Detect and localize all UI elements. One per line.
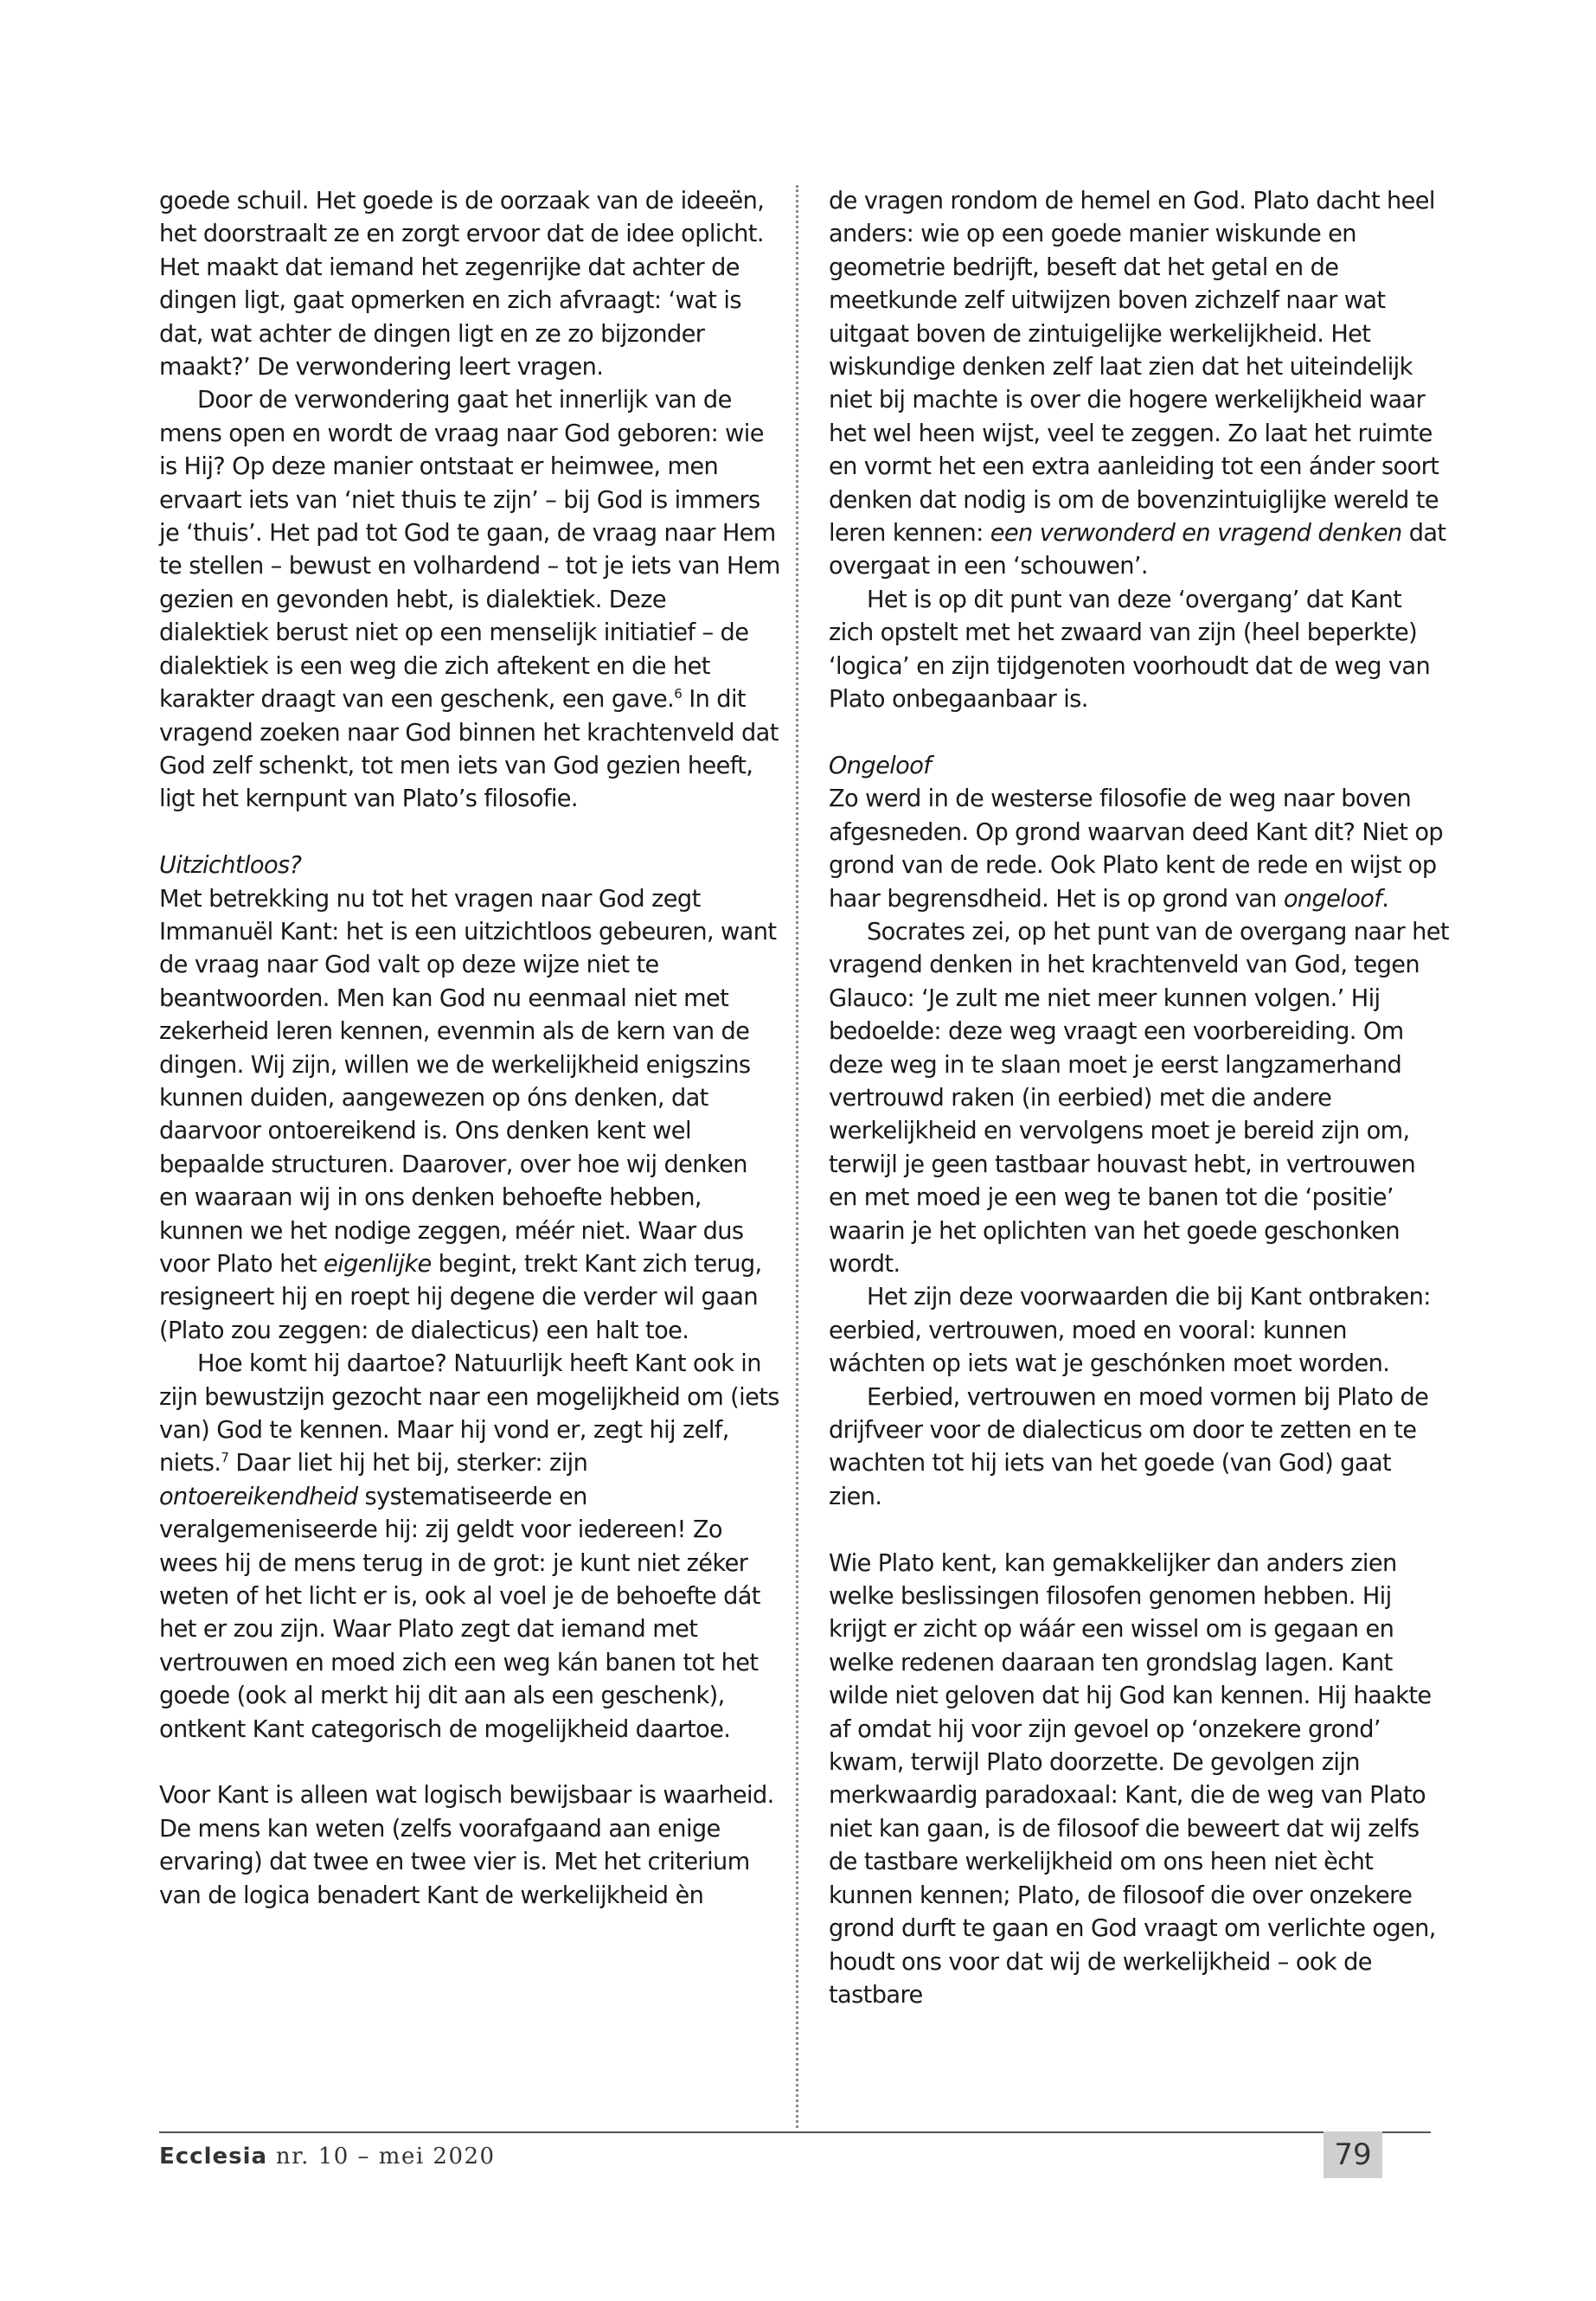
issue-info: nr. 10 – mei 2020 (267, 2144, 496, 2170)
paragraph: Socrates zei, op het punt van de overgang naar het vragend denken in het krachtenveld van God, tegen Glauco: ‘Je zult me niet meer kunnen volgen.’ Hij bedoelde: deze weg vraagt een voorbereiding. Om deze weg in te slaan moet je eerst langzamerhand vertrouwd raken (in eerbied) met die andere werkelijkheid en vervolgens moet je bereid zijn om, terwijl je geen tastbaar houvast hebt, in vertrouwen en met moed je een weg te banen tot die ‘positie’ waarin je het oplichten van het goede geschonken wordt. (829, 918, 1449, 1278)
text-run: Daar liet hij het bij, sterker: zijn (228, 1450, 588, 1477)
paragraph (159, 384, 780, 816)
text-run: dat overgaat in een ‘schouwen’. (829, 520, 1446, 580)
emphasis: ongeloof (1283, 885, 1382, 913)
section-heading: Uitzichtloos? (159, 852, 302, 880)
page-number: 79 (1324, 2131, 1382, 2178)
paragraph: goede schuil. Het goede is de oorzaak van de ideeën, het doorstraalt ze en zorgt ervoor dat de idee oplicht. Het maakt dat iemand het zegenrijke dat achter de dingen ligt, gaat opmerken en zich afvraagt: ‘wat is dat, wat achter de dingen ligt en ze zo bijzonder maakt?’ De verwondering leert vragen. (159, 188, 765, 381)
paragraph (159, 1348, 780, 1747)
text-run: systematiseerde en veralgemeniseerde hij: zij geldt voor iedereen! Zo wees hij de mens terug in de grot: je kunt niet zéker weten of het licht er is, ook al voel je de behoefte dát het er zou zijn. Waar Plato zegt dat iemand met vertrouwen en moed zich een weg kán banen tot het goede (ook al merkt hij dit aan als een geschenk), ontkent Kant categorisch de mogelijkheid daartoe. (159, 1483, 760, 1743)
right-column (829, 185, 1450, 2012)
column-divider (796, 185, 798, 2128)
paragraph: Wie Plato kent, kan gemakkelijker dan anders zien welke beslissingen filosofen genomen hebben. Hij krijgt er zicht op wáár een wissel om is gegaan en welke redenen daaraan ten grondslag lagen. Kant wilde niet geloven dat hij God kan kennen. Hij haakte af omdat hij voor zijn gevoel op ‘onzekere grond’ kwam, terwijl Plato doorzette. De gevolgen zijn merkwaardig paradoxaal: Kant, die de weg van Plato niet kan gaan, is de filosoof die beweert dat wij zelfs de tastbare werkelijkheid om ons heen niet ècht kunnen kennen; Plato, de filosoof die over onzekere grond durft te gaan en God vraagt om verlichte ogen, houdt ons voor dat wij de werkelijkheid – ook de tastbare (829, 1549, 1436, 2009)
emphasis: ontoereikendheid (159, 1483, 358, 1510)
text-run: . (1381, 885, 1389, 913)
section-heading: Ongeloof (829, 752, 932, 779)
text-run: de vragen rondom de hemel en God. Plato dacht heel anders: wie op een goede manier wiskunde en geometrie bedrijft, beseft dat het getal en de meetkunde zelf uitwijzen boven zichzelf naar wat uitgaat boven de zintuigelijke werkelijkheid. Het wiskundige denken zelf laat zien dat het uiteindelijk niet bij machte is over die hogere werkelijkheid waar het wel heen wijst, veel te zeggen. Zo laat het ruimte en vormt het een extra aanleiding tot een ánder soort denken dat nodig is om de bovenzintuiglijke wereld te leren kennen: (829, 188, 1439, 548)
text-run: Door de verwondering gaat het innerlijk van de mens open en wordt de vraag naar God geboren: wie is Hij? Op deze manier ontstaat er heimwee, men ervaart iets van ‘niet thuis te zijn’ – bij God is immers je ‘thuis’. Het pad tot God te gaan, de vraag naar Hem te stellen – bewust en volhardend – tot je iets van Hem gezien en gevonden hebt, is dialektiek. Deze dialektiek berust niet op een menselijk initiatief – de dialektiek is een weg die zich aftekent en die het karakter draagt van een geschenk, een gave. (159, 387, 780, 714)
text-run: begint, trekt Kant zich terug, resigneert hij en roept hij degene die verder wil gaan (Plato zou zeggen: de dialecticus) een halt toe. (159, 1250, 762, 1344)
paragraph: Het zijn deze voorwaarden die bij Kant ontbraken: eerbied, vertrouwen, moed en vooral: kunnen wáchten op iets wat je geschónken moet worden. (829, 1284, 1431, 1378)
paragraph: Voor Kant is alleen wat logisch bewijsbaar is waarheid. De mens kan weten (zelfs voorafgaand aan enige ervaring) dat twee en twee vier is. Met het criterium van de logica benadert Kant de werkelijkheid èn (159, 1782, 774, 1909)
emphasis: een verwonderd en vragend denken (990, 520, 1402, 548)
text-run: Hoe komt hij daartoe? Natuurlijk heeft Kant ook in zijn bewustzijn gezocht naar een mogelijkheid om (iets van) God te kennen. Maar hij vond er, zegt hij zelf, niets. (159, 1350, 779, 1477)
footer-rule (159, 2131, 1431, 2133)
magazine-name: Ecclesia (159, 2144, 268, 2170)
footnote-ref: 6 (674, 686, 683, 702)
left-column (159, 185, 780, 1913)
text-run: Met betrekking nu tot het vragen naar God zegt Immanuël Kant: het is een uitzichtloos gebeuren, want de vraag naar God valt op deze wijze niet te beantwoorden. Men kan God nu eenmaal niet met zekerheid leren kennen, evenmin als de kern van de dingen. Wij zijn, willen we de werkelijkheid enigszins kunnen duiden, aangewezen op óns denken, dat daarvoor ontoereikend is. Ons denken kent wel bepaalde structuren. Daarover, over hoe wij denken en waaraan wij in ons denken behoefte hebben, kunnen we het nodige zeggen, méér niet. Waar dus voor Plato het (159, 885, 777, 1278)
paragraph: Het is op dit punt van deze ‘overgang’ dat Kant zich opstelt met het zwaard van zijn (heel beperkte) ‘logica’ en zijn tijdgenoten voorhoudt dat de weg van Plato onbegaanbaar is. (829, 586, 1431, 714)
emphasis: eigenlijke (323, 1250, 432, 1278)
paragraph (829, 185, 1450, 584)
text-run: In dit vragend zoeken naar God binnen het krachtenveld dat God zelf schenkt, tot men iets van God gezien heeft, ligt het kernpunt van Plato’s filosofie. (159, 686, 779, 813)
paragraph (159, 883, 780, 1349)
footnote-ref: 7 (221, 1450, 229, 1466)
text-run: Zo werd in de westerse filosofie de weg naar boven afgesneden. Op grond waarvan deed Kant dit? Niet op grond van de rede. Ook Plato kent de rede en wijst op haar begrensdheid. Het is op grond van (829, 785, 1444, 913)
paragraph: Eerbied, vertrouwen en moed vormen bij Plato de drijfveer voor de dialecticus om door te zetten en te wachten tot hij iets van het goede (van God) gaat zien. (829, 1383, 1429, 1510)
paragraph (829, 783, 1450, 916)
footer-issue-line (159, 2144, 496, 2170)
